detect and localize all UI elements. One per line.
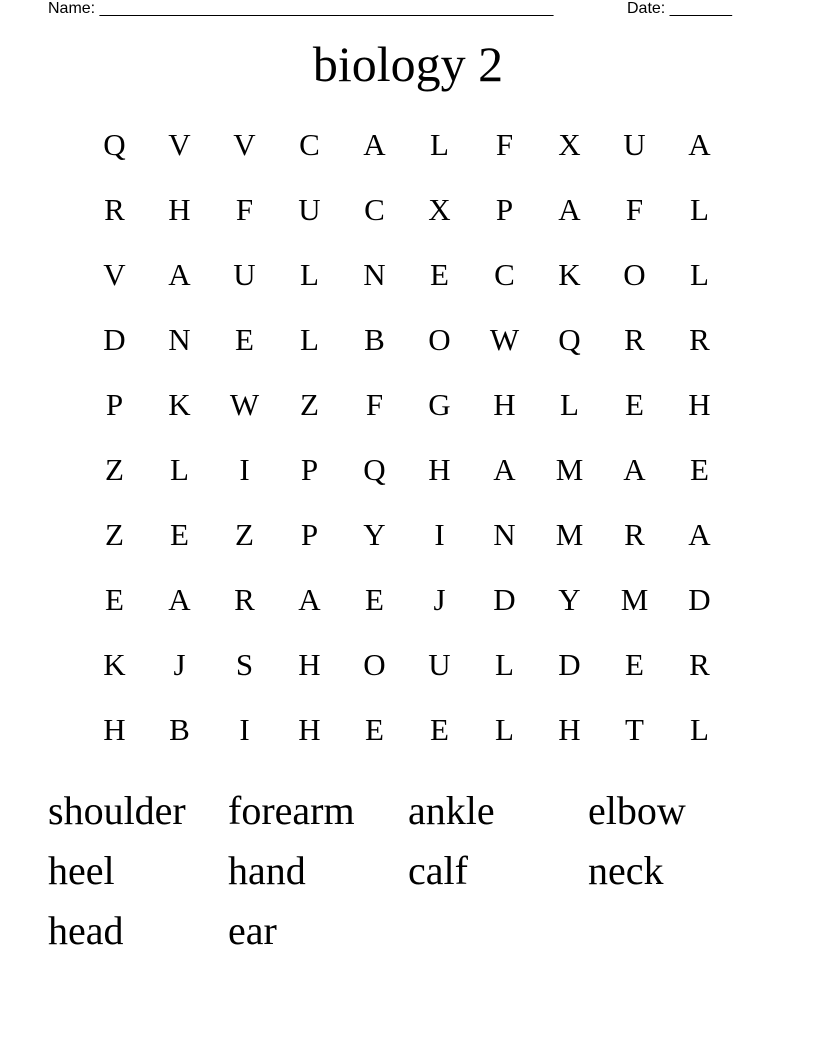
grid-letter: R	[689, 646, 710, 682]
grid-row	[82, 177, 732, 242]
grid-letter: Y	[363, 516, 386, 552]
grid-letter: E	[170, 516, 189, 552]
grid-letter: N	[363, 256, 386, 292]
grid-letter: F	[365, 386, 384, 422]
grid-letter: K	[103, 646, 126, 682]
grid-letter: C	[494, 256, 515, 292]
grid-letter: A	[363, 126, 386, 162]
grid-letter: M	[555, 516, 584, 552]
grid-row	[82, 632, 732, 697]
grid-row	[82, 242, 732, 307]
grid-row	[82, 697, 732, 762]
grid-letter: E	[365, 711, 384, 747]
grid-letter: E	[690, 451, 709, 487]
grid-letter: D	[688, 581, 711, 617]
grid-letter: L	[300, 321, 319, 357]
grid-letter: U	[298, 191, 321, 227]
grid-letter: D	[103, 321, 126, 357]
word-list	[48, 780, 768, 960]
grid-letter: A	[623, 451, 646, 487]
grid-letter: Z	[105, 451, 124, 487]
grid-letter: O	[428, 321, 451, 357]
grid-letter: G	[428, 386, 451, 422]
grid-letter: W	[489, 321, 520, 357]
grid-letter: E	[365, 581, 384, 617]
grid-letter: Z	[105, 516, 124, 552]
grid-letter: H	[103, 711, 126, 747]
grid-letter: K	[168, 386, 191, 422]
grid-letter: Z	[235, 516, 254, 552]
grid-letter: M	[555, 451, 584, 487]
word-list-item: head	[48, 907, 124, 953]
grid-letter: T	[625, 711, 644, 747]
grid-letter: V	[103, 256, 126, 292]
grid-letter: A	[688, 126, 711, 162]
grid-letter: P	[300, 451, 319, 487]
grid-letter: Q	[363, 451, 386, 487]
grid-letter: E	[430, 256, 449, 292]
grid-letter: L	[170, 451, 189, 487]
grid-row	[82, 372, 732, 437]
grid-letter: Q	[558, 321, 581, 357]
grid-letter: P	[300, 516, 319, 552]
grid-letter: J	[173, 646, 186, 682]
grid-row	[82, 567, 732, 632]
grid-row	[82, 112, 732, 177]
grid-letter: L	[430, 126, 449, 162]
grid-row	[82, 437, 732, 502]
grid-letter: E	[625, 386, 644, 422]
grid-letter: C	[364, 191, 385, 227]
grid-letter: W	[229, 386, 260, 422]
grid-letter: L	[690, 191, 709, 227]
grid-letter: N	[493, 516, 516, 552]
grid-letter: I	[239, 451, 250, 487]
grid-letter: V	[233, 126, 256, 162]
word-list-item: ankle	[408, 787, 495, 833]
grid-letter: R	[624, 321, 645, 357]
word-list-item: calf	[408, 847, 468, 893]
grid-letter: A	[298, 581, 321, 617]
grid-letter: L	[495, 646, 514, 682]
grid-letter: U	[623, 126, 646, 162]
grid-letter: P	[495, 191, 514, 227]
grid-letter: U	[233, 256, 256, 292]
grid-letter: O	[623, 256, 646, 292]
grid-letter: R	[234, 581, 255, 617]
date-field-label: Date: _______	[627, 0, 732, 17]
grid-row	[82, 307, 732, 372]
letter-grid	[82, 112, 732, 762]
grid-letter: U	[428, 646, 451, 682]
grid-row	[82, 502, 732, 567]
word-list-item: elbow	[588, 787, 686, 833]
grid-letter: L	[495, 711, 514, 747]
page-title: biology 2	[312, 36, 504, 92]
grid-letter: F	[625, 191, 644, 227]
grid-letter: E	[430, 711, 449, 747]
grid-letter: H	[298, 711, 321, 747]
grid-letter: E	[235, 321, 254, 357]
grid-letter: H	[558, 711, 581, 747]
grid-letter: O	[363, 646, 386, 682]
grid-letter: A	[493, 451, 516, 487]
grid-letter: R	[104, 191, 125, 227]
grid-letter: A	[688, 516, 711, 552]
grid-letter: I	[239, 711, 250, 747]
grid-letter: Z	[300, 386, 319, 422]
grid-letter: D	[558, 646, 581, 682]
grid-letter: M	[620, 581, 649, 617]
grid-letter: H	[298, 646, 321, 682]
grid-letter: C	[299, 126, 320, 162]
grid-letter: N	[168, 321, 191, 357]
grid-letter: L	[560, 386, 579, 422]
grid-letter: H	[168, 191, 191, 227]
grid-letter: F	[495, 126, 514, 162]
grid-letter: H	[428, 451, 451, 487]
word-list-item: neck	[588, 847, 664, 893]
word-list-item: heel	[48, 847, 115, 893]
grid-letter: V	[168, 126, 191, 162]
word-list-item: forearm	[228, 787, 355, 833]
grid-letter: A	[168, 256, 191, 292]
grid-letter: R	[624, 516, 645, 552]
name-field-label: Name: ___________________________________________________	[48, 0, 554, 17]
grid-letter: H	[493, 386, 516, 422]
grid-letter: H	[688, 386, 711, 422]
grid-letter: L	[690, 256, 709, 292]
grid-letter: X	[558, 126, 581, 162]
grid-letter: R	[689, 321, 710, 357]
grid-letter: K	[558, 256, 581, 292]
grid-letter: E	[625, 646, 644, 682]
grid-letter: D	[493, 581, 516, 617]
grid-letter: A	[168, 581, 191, 617]
grid-letter: S	[235, 646, 254, 682]
grid-letter: P	[105, 386, 124, 422]
grid-letter: B	[364, 321, 385, 357]
grid-letter: Q	[103, 126, 126, 162]
grid-letter: E	[105, 581, 124, 617]
grid-letter: J	[433, 581, 446, 617]
grid-letter: F	[235, 191, 254, 227]
header-line	[48, 0, 748, 20]
grid-letter: I	[434, 516, 445, 552]
word-list-item: hand	[228, 847, 306, 893]
word-list-item: ear	[228, 907, 277, 953]
grid-letter: X	[428, 191, 451, 227]
grid-letter: Y	[558, 581, 581, 617]
grid-letter: A	[558, 191, 581, 227]
grid-letter: L	[300, 256, 319, 292]
grid-letter: L	[690, 711, 709, 747]
grid-letter: B	[169, 711, 190, 747]
word-list-item: shoulder	[48, 787, 186, 833]
